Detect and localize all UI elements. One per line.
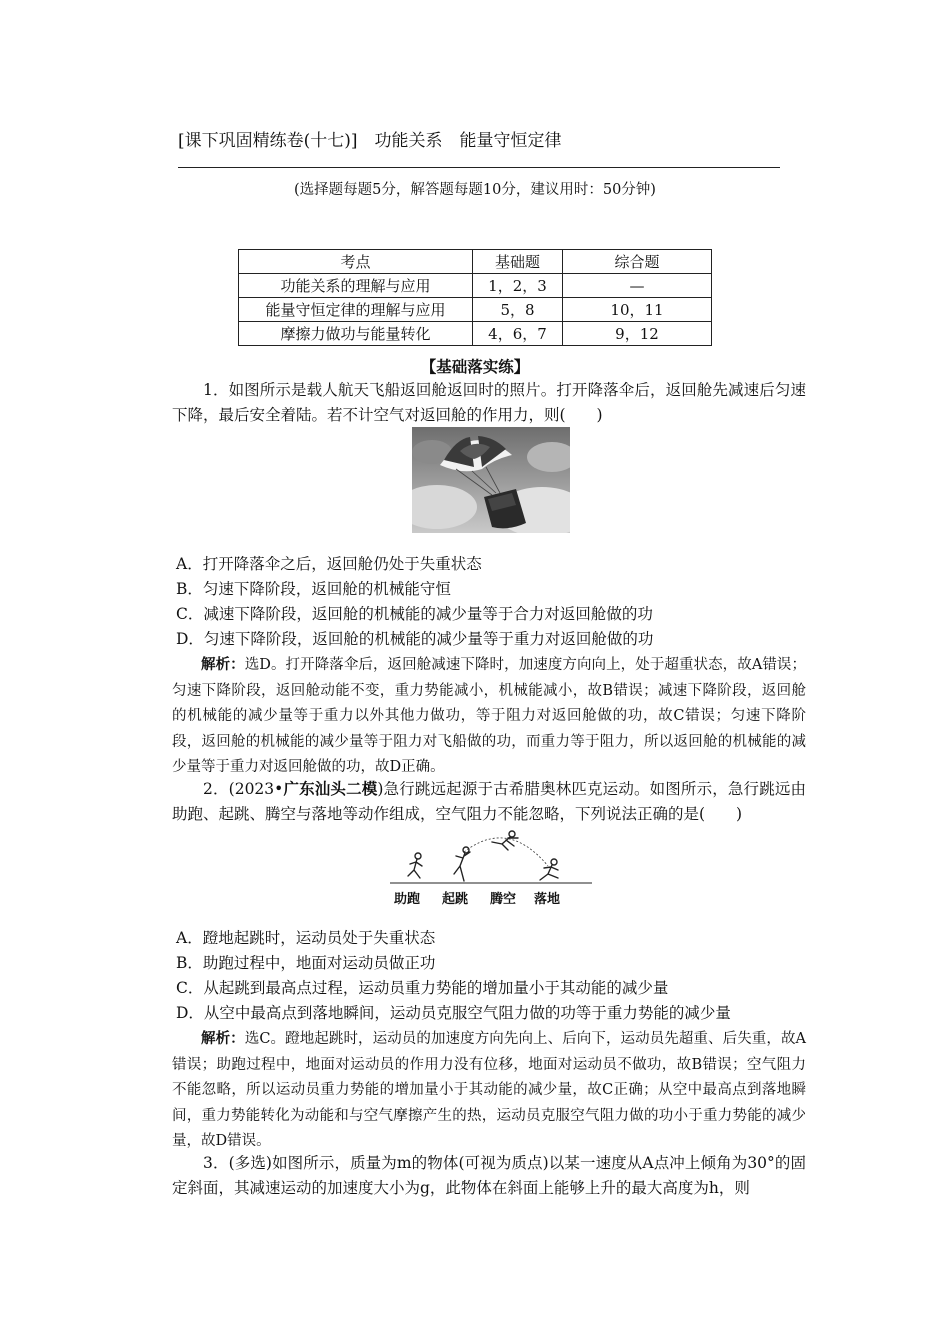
table-cell: 4，6，7 bbox=[473, 322, 563, 346]
q2-option-c: C．从起跳到最高点过程，运动员重力势能的增加量小于其动能的减少量 bbox=[176, 979, 669, 997]
q2-option-b: B．助跑过程中，地面对运动员做正功 bbox=[176, 954, 436, 972]
figure-label-take-off: 起跳 bbox=[442, 892, 469, 907]
table-cell: 9，12 bbox=[563, 322, 712, 346]
q2-option-a: A．蹬地起跳时，运动员处于失重状态 bbox=[176, 929, 436, 947]
q1-analysis-label: 解析： bbox=[201, 656, 245, 673]
table-cell: 功能关系的理解与应用 bbox=[239, 274, 473, 298]
figure-label-landing: 落地 bbox=[534, 892, 561, 907]
time-note: (选择题每题5分，解答题每题10分，建议用时：50分钟) bbox=[294, 182, 656, 198]
q2-analysis-label: 解析： bbox=[201, 1030, 245, 1047]
table-header-cell: 综合题 bbox=[563, 250, 712, 274]
question-1-stem: 1．如图所示是载人航天飞船返回舱返回时的照片。打开降落伞后，返回舱先减速后匀速下降，最后安全着陆。若不计空气对返回舱的作用力，则( ) bbox=[172, 381, 806, 424]
table-row bbox=[239, 274, 712, 298]
table-cell: 10，11 bbox=[563, 298, 712, 322]
q2-stem-rest: )急行跳远起源于古希腊奥林匹克运动。如图所示，急行跳远由助跑、起跳、腾空与落地等动作组成，空气阻力不能忽略，下列说法正确的是( ) bbox=[172, 780, 806, 823]
long-jump-figure bbox=[388, 826, 594, 910]
q2-option-d: D．从空中最高点到落地瞬间，运动员克服空气阻力做的功等于重力势能的减少量 bbox=[176, 1004, 731, 1022]
table-cell: — bbox=[563, 274, 712, 298]
table-cell: 能量守恒定律的理解与应用 bbox=[239, 298, 473, 322]
table-header-row bbox=[239, 250, 712, 274]
page-title: [课下巩固精练卷(十七)] 功能关系 能量守恒定律 bbox=[178, 131, 562, 151]
table-row bbox=[239, 322, 712, 346]
q1-option-b: B．匀速下降阶段，返回舱的机械能守恒 bbox=[176, 580, 451, 598]
figure-label-run-up: 助跑 bbox=[394, 892, 421, 907]
q2-analysis bbox=[172, 1026, 806, 1155]
q2-stem-source: 广东汕头二模 bbox=[283, 779, 378, 798]
table-cell: 5，8 bbox=[473, 298, 563, 322]
q2-analysis-text: 选C。蹬地起跳时，运动员的加速度方向先向上、后向下，运动员先超重、后失重，故A错误；助跑过程中，地面对运动员的作用力没有位移，地面对运动员不做功，故B错误；空气阻力不能忽略，所以运动员重力势能的增加量小于其动能的减少量，故C正确；从空中最高点到落地瞬间，重力势能转化为动能和与空气摩擦产生的热，运动员克服空气阻力做的功小于重力势能的减少量，故D错误。 bbox=[172, 1031, 807, 1150]
section-title: 【基础落实练】 bbox=[420, 357, 530, 376]
capsule-parachute-photo bbox=[412, 427, 570, 533]
q1-analysis bbox=[172, 652, 806, 781]
table-cell: 1，2，3 bbox=[473, 274, 563, 298]
topic-table bbox=[238, 249, 712, 346]
table-cell: 摩擦力做功与能量转化 bbox=[239, 322, 473, 346]
question-3-stem: 3．(多选)如图所示，质量为m的物体(可视为质点)以某一速度从A点冲上倾角为30°的固定斜面，其减速运动的加速度大小为g，此物体在斜面上能够上升的最大高度为h，则 bbox=[172, 1154, 806, 1197]
table-row bbox=[239, 298, 712, 322]
title-divider bbox=[178, 167, 780, 168]
q1-analysis-text: 选D。打开降落伞后，返回舱减速下降时，加速度方向向上，处于超重状态，故A错误；匀速下降阶段，返回舱动能不变，重力势能减小，机械能减小，故B错误；减速下降阶段，返回舱的机械能的减少量等于重力以外其他力做功，等于阻力对返回舱做的功，故C错误；匀速下降阶段，返回舱的机械能的减少量等于阻力对飞船做的功，而重力等于阻力，所以返回舱的机械能的减少量等于重力对返回舱做的功，故D正确。 bbox=[172, 657, 807, 776]
q1-option-d: D．匀速下降阶段，返回舱的机械能的减少量等于重力对返回舱做的功 bbox=[176, 630, 654, 648]
q1-option-a: A．打开降落伞之后，返回舱仍处于失重状态 bbox=[176, 555, 482, 573]
q2-stem-prefix: 2．(2023• bbox=[203, 780, 284, 798]
q1-option-c: C．减速下降阶段，返回舱的机械能的减少量等于合力对返回舱做的功 bbox=[176, 605, 653, 623]
question-2-stem bbox=[172, 776, 806, 827]
table-header-cell: 考点 bbox=[239, 250, 473, 274]
table-header-cell: 基础题 bbox=[473, 250, 563, 274]
figure-label-flight: 腾空 bbox=[490, 892, 517, 907]
